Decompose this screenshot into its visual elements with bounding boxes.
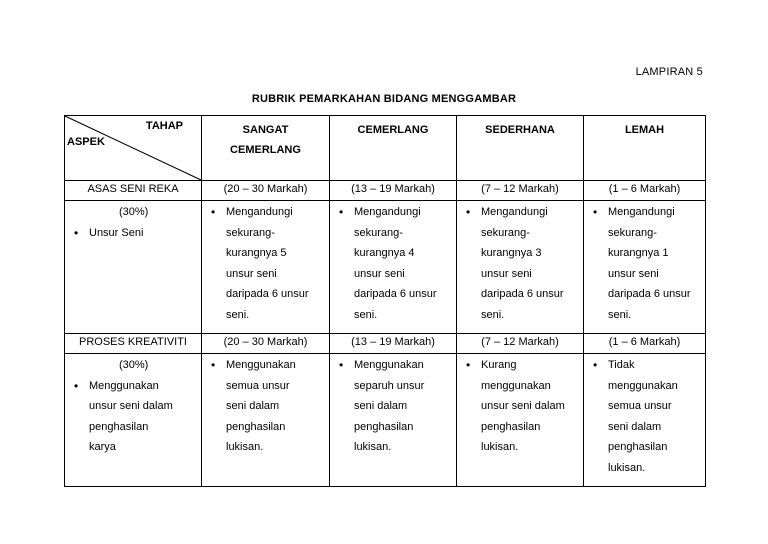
aspect-line: karya <box>89 441 116 453</box>
table-row-proses-kreativiti <box>65 334 706 487</box>
criteria-line: unsur seni <box>608 267 659 280</box>
criteria-line: unsur seni dalam <box>481 400 565 412</box>
criteria-cell <box>457 334 584 487</box>
rubric-table <box>64 115 706 487</box>
aspect-name: PROSES KREATIVITI <box>65 334 201 354</box>
criteria-line: penghasilan <box>226 420 286 433</box>
column-header-line1: SEDERHANA <box>485 124 555 136</box>
mark-range: (7 – 12 Markah) <box>457 181 583 201</box>
list-item <box>336 202 450 325</box>
criteria-line: seni. <box>354 308 378 321</box>
criteria-line: daripada 6 unsur <box>226 288 309 300</box>
column-header-line2: CEMERLANG <box>230 144 301 156</box>
tahap-label: TAHAP <box>145 120 183 132</box>
column-header-line1: CEMERLANG <box>357 124 429 136</box>
criteria-line: kurangnya 3 <box>481 247 542 259</box>
criteria-cell <box>202 181 330 334</box>
criteria-line: unsur seni <box>481 267 532 280</box>
header-row <box>65 116 706 181</box>
criteria-line: • Mengandungi <box>608 206 675 218</box>
mark-range: (20 – 30 Markah) <box>202 334 329 354</box>
criteria-line: sekurang- <box>226 226 275 239</box>
criteria-line: • Mengandungi <box>354 206 421 218</box>
criteria-line: seni dalam <box>226 400 280 412</box>
column-header-sangat-cemerlang <box>202 116 330 181</box>
list-item <box>208 355 323 458</box>
criteria-line: seni. <box>226 308 250 321</box>
column-header-cemerlang <box>330 116 457 181</box>
list-item <box>463 202 577 325</box>
mark-range: (13 – 19 Markah) <box>330 334 456 354</box>
aspect-cell <box>65 181 202 334</box>
aspek-label: ASPEK <box>67 136 105 148</box>
criteria-line: sekurang- <box>608 226 657 239</box>
aspect-percent: (30%) <box>119 359 149 371</box>
criteria-list <box>463 202 577 325</box>
criteria-line: seni dalam <box>608 420 662 433</box>
mark-range: (1 – 6 Markah) <box>584 181 705 201</box>
criteria-line: daripada 6 unsur <box>481 288 564 300</box>
criteria-line: seni dalam <box>354 400 408 412</box>
lampiran-label: LAMPIRAN 5 <box>635 66 703 78</box>
criteria-line: • Menggunakan <box>226 359 296 371</box>
criteria-line: daripada 6 unsur <box>608 288 691 300</box>
criteria-list <box>463 355 577 458</box>
column-header-line1: LEMAH <box>624 124 665 136</box>
aspect-line: penghasilan <box>89 420 149 433</box>
criteria-list <box>590 355 699 478</box>
criteria-line: penghasilan <box>354 420 414 433</box>
column-header-lemah <box>584 116 706 181</box>
criteria-line: penghasilan <box>608 441 668 453</box>
criteria-line: unsur seni <box>354 267 405 280</box>
criteria-line: penghasilan <box>481 420 541 433</box>
aspect-bullet-list <box>71 376 195 458</box>
criteria-line: lukisan. <box>226 441 264 453</box>
aspect-cell <box>65 334 202 487</box>
criteria-line: daripada 6 unsur <box>354 288 437 300</box>
criteria-line: kurangnya 5 <box>226 247 287 259</box>
mark-range: (1 – 6 Markah) <box>584 334 705 354</box>
list-item: • Unsur Seni <box>71 223 195 244</box>
criteria-list <box>208 202 323 325</box>
criteria-line: • Tidak <box>608 359 635 371</box>
criteria-line: • Mengandungi <box>481 206 548 218</box>
list-item <box>590 355 699 478</box>
criteria-line: • Kurang <box>481 359 517 371</box>
criteria-line: sekurang- <box>354 226 403 239</box>
list-item <box>208 202 323 325</box>
mark-range: (13 – 19 Markah) <box>330 181 456 201</box>
list-item <box>463 355 577 458</box>
criteria-list <box>590 202 699 325</box>
criteria-line: seni. <box>481 308 505 321</box>
criteria-line: seni. <box>608 308 632 321</box>
list-item <box>71 376 195 458</box>
criteria-line: lukisan. <box>481 441 519 453</box>
criteria-line: • Menggunakan <box>354 359 424 371</box>
criteria-cell <box>457 181 584 334</box>
criteria-list <box>208 355 323 458</box>
criteria-list <box>336 355 450 458</box>
criteria-cell <box>330 181 457 334</box>
criteria-cell <box>330 334 457 487</box>
list-item <box>590 202 699 325</box>
criteria-line: semua unsur <box>608 400 672 412</box>
aspect-bullet-list <box>71 223 195 244</box>
document-title: RUBRIK PEMARKAHAN BIDANG MENGGAMBAR <box>251 93 517 105</box>
criteria-line: menggunakan <box>481 379 551 392</box>
corner-cell <box>65 116 202 181</box>
criteria-line: unsur seni <box>226 267 277 280</box>
mark-range: (7 – 12 Markah) <box>457 334 583 354</box>
criteria-cell <box>584 181 706 334</box>
table-row-asas-seni-reka <box>65 181 706 334</box>
criteria-line: sekurang- <box>481 226 530 239</box>
list-item <box>336 355 450 458</box>
aspect-line: unsur seni dalam <box>89 400 173 412</box>
criteria-cell <box>584 334 706 487</box>
criteria-line: semua unsur <box>226 379 290 392</box>
aspect-percent: (30%) <box>119 206 149 218</box>
criteria-list <box>336 202 450 325</box>
aspect-name: ASAS SENI REKA <box>65 181 201 201</box>
mark-range: (20 – 30 Markah) <box>202 181 329 201</box>
criteria-line: separuh unsur <box>354 379 425 392</box>
criteria-line: kurangnya 1 <box>608 247 669 259</box>
column-header-line1: SANGAT <box>242 124 289 136</box>
criteria-line: lukisan. <box>354 441 392 453</box>
criteria-line: kurangnya 4 <box>354 247 415 259</box>
aspect-line: • Menggunakan <box>89 379 159 392</box>
criteria-line: menggunakan <box>608 379 678 392</box>
column-header-sederhana <box>457 116 584 181</box>
criteria-line: • Mengandungi <box>226 206 293 218</box>
criteria-cell <box>202 334 330 487</box>
criteria-line: lukisan. <box>608 461 646 474</box>
